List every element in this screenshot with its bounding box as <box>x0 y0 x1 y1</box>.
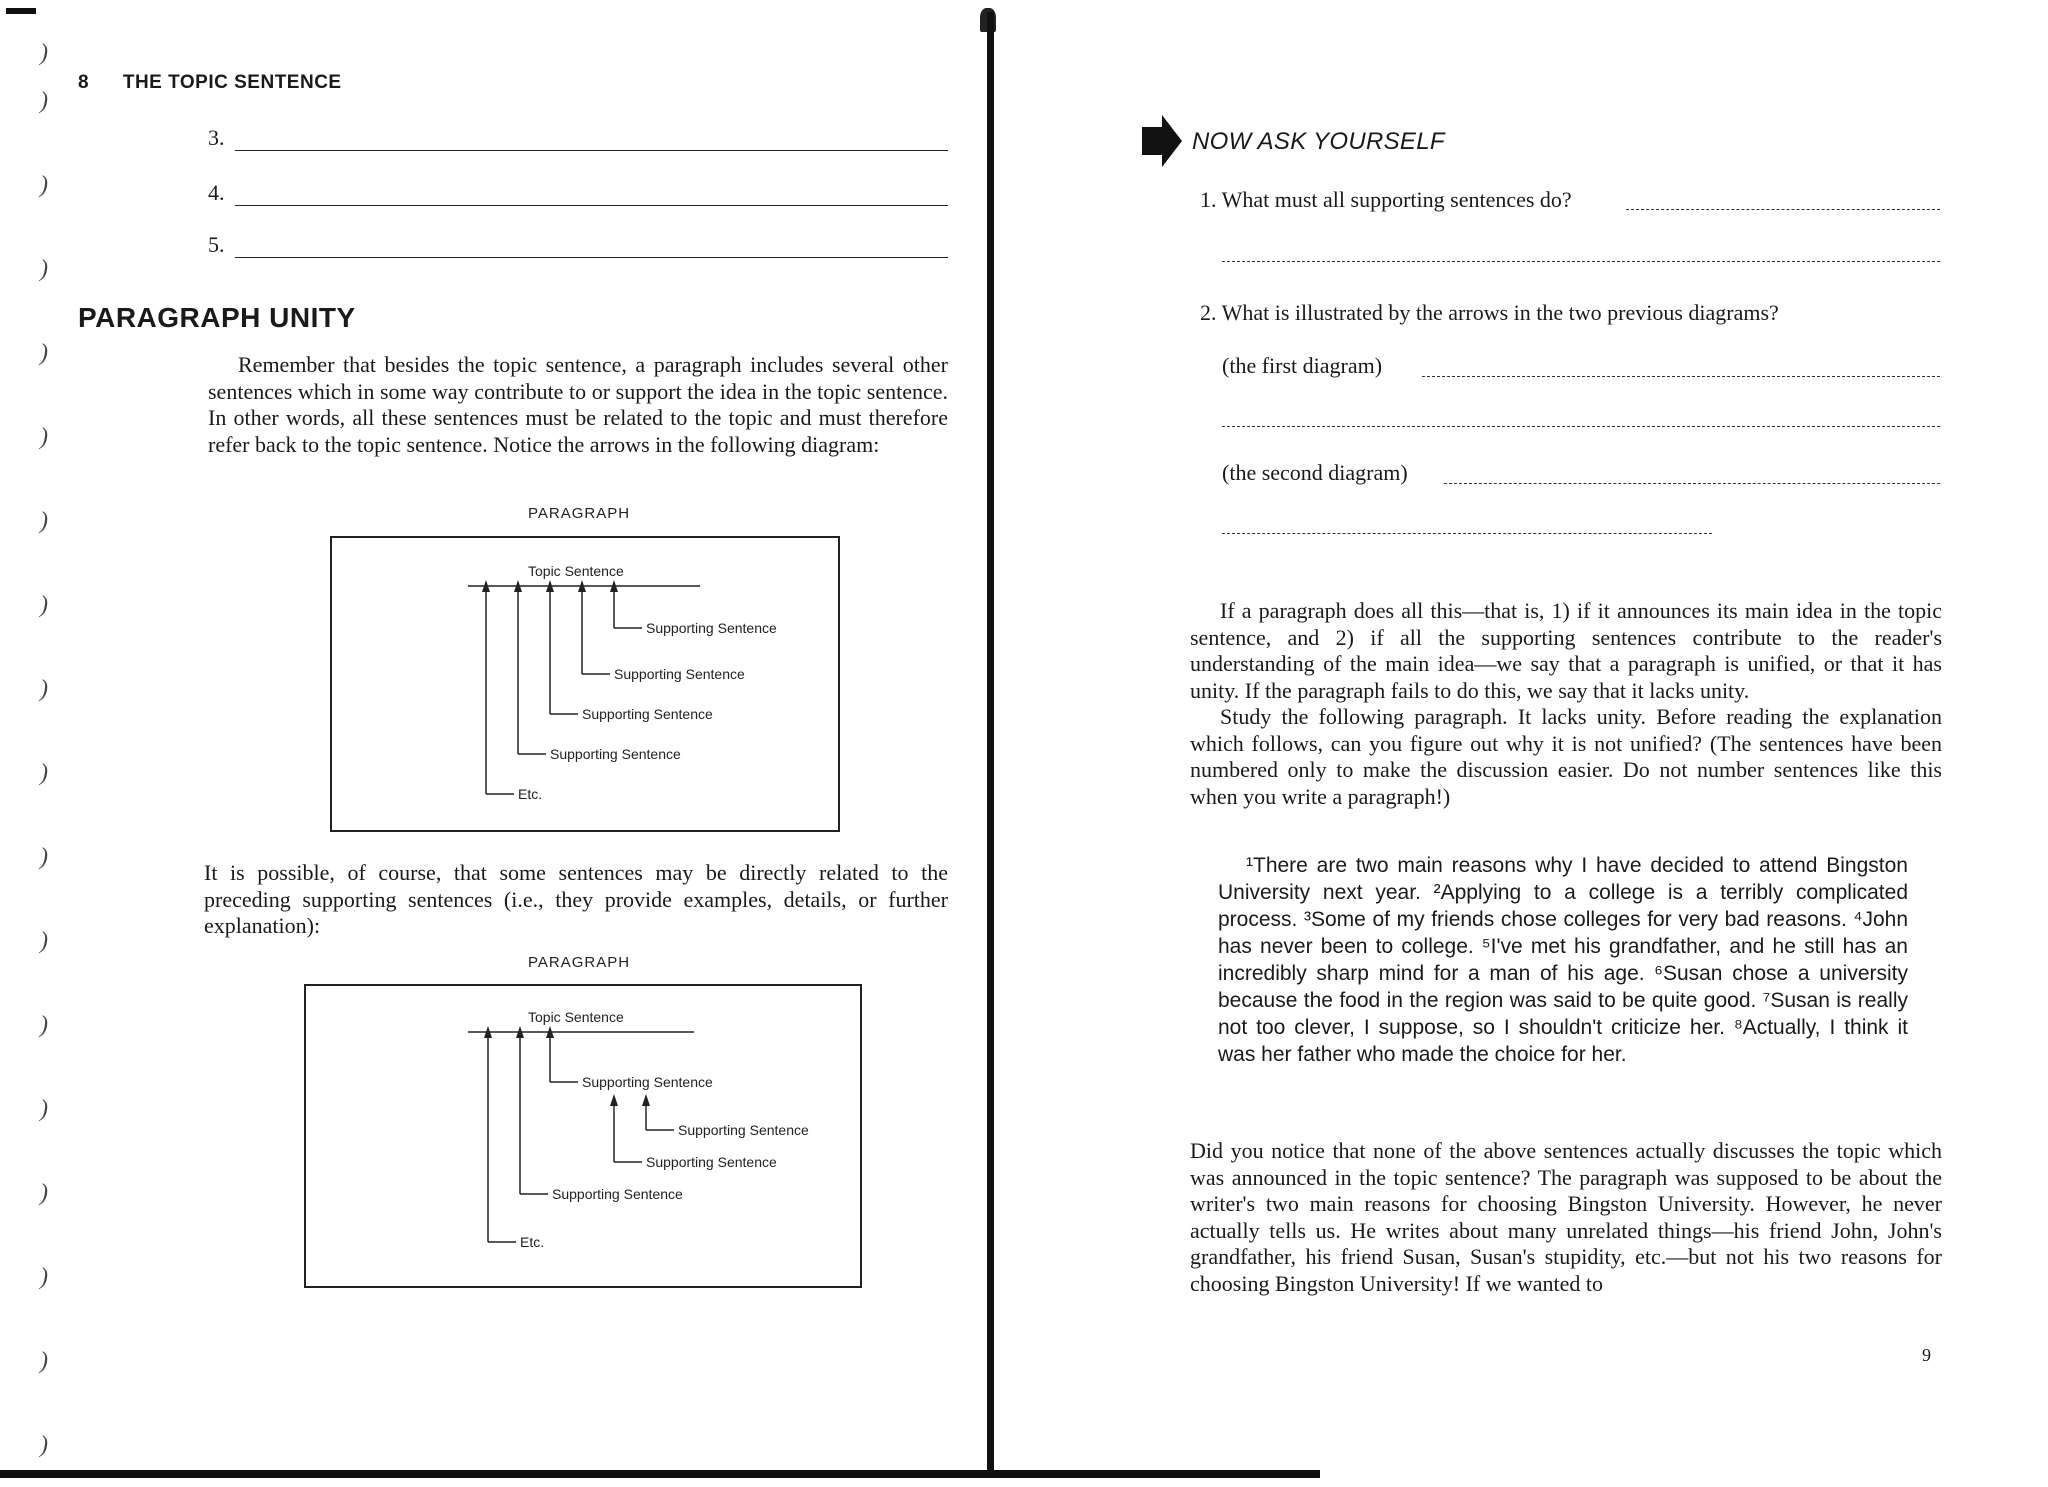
diagram2-item: Supporting Sentence <box>552 1186 683 1202</box>
question-2: 2. What is illustrated by the arrows in the two previous diagrams? <box>1200 300 1779 325</box>
diagram1-item: Supporting Sentence <box>550 746 681 762</box>
diagram2-item: Supporting Sentence <box>582 1074 713 1090</box>
page-bottom-edge <box>0 1470 1320 1478</box>
diagram2-item: Supporting Sentence <box>646 1154 777 1170</box>
numbered-blank-4 <box>208 180 948 206</box>
diagram1-item: Etc. <box>518 786 543 802</box>
question-1: 1. What must all supporting sentences do? <box>1200 187 1572 212</box>
binding-mark: ) <box>40 1096 48 1122</box>
binding-mark: ) <box>40 844 48 870</box>
study-instructions-text: Study the following paragraph. It lacks unity. Before reading the explanation which follows, can you figure out why it is not unified? (The sentences have been numbered only to make the discussion easier. Do not number sentences like this when you write a paragraph!) <box>1190 704 1942 809</box>
binding-mark: ) <box>40 172 48 198</box>
diagram1-title: PARAGRAPH <box>528 505 631 522</box>
binding-mark: ) <box>40 760 48 786</box>
answer-line <box>1222 532 1712 534</box>
binding-mark: ) <box>40 256 48 282</box>
closing-paragraph <box>1190 1138 1942 1297</box>
closing-paragraph-text: Did you notice that none of the above sentences actually discusses the topic which was announced in the topic sentence? The paragraph was supposed to be about the writer's two main reasons for choosing Bingston University. However, he never actually tells us. He writes about many unrelated things—his friend John, John's grandfather, his friend Susan, Susan's stupidity, etc.—but not his two reasons for choosing Bingston University! If we wanted to <box>1190 1138 1942 1296</box>
blank-line <box>235 149 949 151</box>
binding-mark: ) <box>40 1348 48 1374</box>
diagram2 <box>304 984 862 1288</box>
diagram2-topic: Topic Sentence <box>528 1009 624 1025</box>
numbered-blank-3 <box>208 125 948 151</box>
scan-corner-mark <box>6 8 36 14</box>
diagram1-item: Supporting Sentence <box>582 706 713 722</box>
binding-mark: ) <box>40 592 48 618</box>
first-diagram-label: (the first diagram) <box>1222 353 1383 378</box>
page-number-right: 9 <box>1922 1345 1931 1365</box>
middle-paragraph-text: It is possible, of course, that some sentences may be directly related to the preceding supporting sentences (i.e., they provide examples, details, or further explanation): <box>204 860 948 938</box>
blank-number: 5. <box>208 232 225 257</box>
binding-mark: ) <box>40 1432 48 1458</box>
binding-mark: ) <box>40 424 48 450</box>
blank-number: 3. <box>208 125 225 150</box>
answer-line <box>1444 482 1940 484</box>
second-diagram-label: (the second diagram) <box>1222 460 1408 485</box>
diagram2-item: Etc. <box>520 1234 545 1250</box>
blank-line <box>235 204 949 206</box>
unity-explanation-text: If a paragraph does all this—that is, 1) if it announces its main idea in the topic sentence, and 2) if all the supporting sentences contribute to the reader's understanding of the main idea—we say that a paragraph is unified, or that it has unity. If the paragraph fails to do this, we say that it lacks unity. <box>1190 598 1942 703</box>
diagram1 <box>330 536 840 832</box>
answer-line <box>1626 208 1940 210</box>
numbered-blank-5 <box>208 232 948 258</box>
binding-mark: ) <box>40 1180 48 1206</box>
binding-mark: ) <box>40 340 48 366</box>
binding-mark: ) <box>40 40 48 66</box>
blank-line <box>235 256 949 258</box>
pointing-arrow-icon <box>1140 115 1184 167</box>
now-ask-yourself-heading: NOW ASK YOURSELF <box>1192 128 1445 155</box>
binding-mark: ) <box>40 508 48 534</box>
intro-paragraph <box>208 352 948 458</box>
answer-line <box>1222 425 1940 427</box>
diagram2-item: Supporting Sentence <box>678 1122 809 1138</box>
diagram1-topic: Topic Sentence <box>528 563 624 579</box>
example-paragraph: ¹There are two main reasons why I have decided to attend Bingston University next year. ²Applying to a college is a terribly complicated process. ³Some of my friends chose colleges for very bad reasons. ⁴John has never been to college. ⁵I've met his grandfather, and he still has an incredibly sharp mind for a man of his age. ⁶Susan chose a university because the food in the region was said to be quite good. ⁷Susan is really not too clever, I suppose, so I shouldn't criticize her. ⁸Actually, I think it was her father who made the choice for her. <box>1218 854 1908 1066</box>
section-title: PARAGRAPH UNITY <box>78 302 356 333</box>
binding-mark: ) <box>40 1012 48 1038</box>
diagram2-svg <box>306 986 860 1286</box>
binding-mark: ) <box>40 88 48 114</box>
book-spine <box>987 12 994 1474</box>
running-head <box>78 72 342 94</box>
binding-mark: ) <box>40 928 48 954</box>
answer-line <box>1222 260 1940 262</box>
middle-paragraph <box>204 860 948 940</box>
blank-number: 4. <box>208 180 225 205</box>
diagram1-svg <box>332 538 838 830</box>
arrowhead <box>610 1094 618 1106</box>
arrowhead <box>642 1094 650 1106</box>
answer-line <box>1422 375 1940 377</box>
running-head-title: THE TOPIC SENTENCE <box>122 72 342 93</box>
diagram2-title: PARAGRAPH <box>528 954 631 971</box>
binding-mark: ) <box>40 676 48 702</box>
binding-mark: ) <box>40 1264 48 1290</box>
intro-paragraph-text: Remember that besides the topic sentence, a paragraph includes several other sentences which in some way contribute to or support the idea in the topic sentence. In other words, all these sentences must be related to the topic and must therefore refer back to the topic sentence. Notice the arrows in the following diagram: <box>208 352 948 457</box>
diagram1-item: Supporting Sentence <box>646 620 777 636</box>
page-number-left: 8 <box>78 72 90 93</box>
unity-explanation <box>1190 598 1942 810</box>
diagram1-item: Supporting Sentence <box>614 666 745 682</box>
